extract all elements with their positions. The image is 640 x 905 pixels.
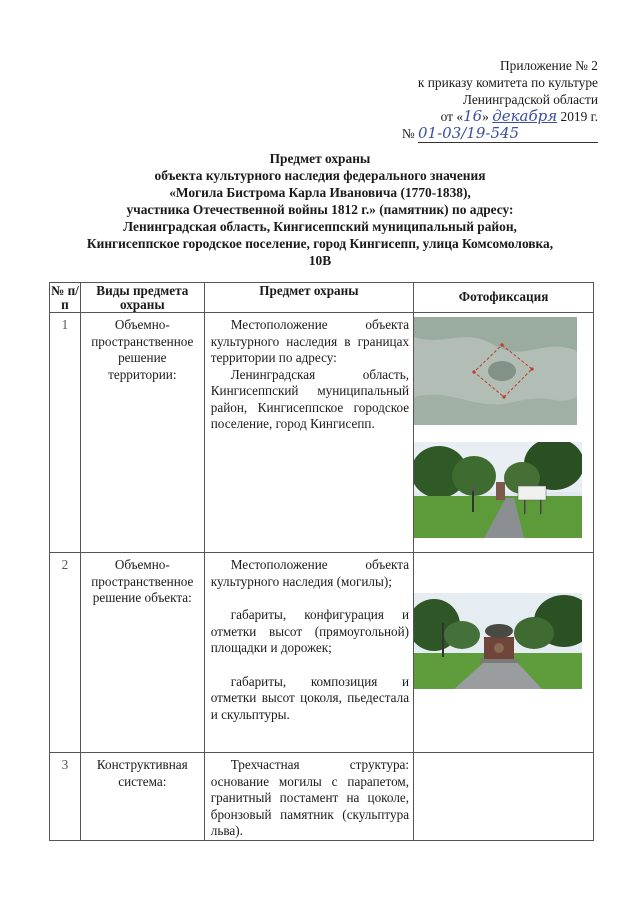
row-photos: [414, 753, 594, 841]
row-num: 2: [50, 553, 81, 753]
header-subject: Предмет охраны: [204, 283, 413, 313]
protection-table: [49, 282, 594, 841]
table-row: [50, 313, 594, 553]
order-number: 01-03/19-545: [418, 125, 598, 143]
title-line-6: Кингисеппское городское поселение, город Кингисепп, улица Комсомоловка,: [86, 236, 554, 251]
row-kind: Объемно-пространственное решение объекта:: [80, 553, 204, 753]
lion-monument-photo-icon: [414, 593, 582, 689]
appendix-order: к приказу комитета по культуре: [417, 75, 598, 90]
table-row: [50, 753, 594, 841]
appendix-header: [402, 57, 598, 143]
title-line-1: Предмет охраны: [269, 151, 371, 166]
row-kind: Конструктивная система:: [80, 753, 204, 841]
date-month: декабря: [492, 107, 558, 125]
title-line-7: 10В: [308, 253, 332, 268]
title-line-5: Ленинградская область, Кингисеппский муниципальный район,: [123, 219, 517, 234]
appendix-number: № 01-03/19-545: [402, 125, 598, 143]
header-kind: Виды предмета охраны: [80, 283, 204, 313]
row-subject: Местоположение объекта культурного наследия (могилы); габариты, конфигурация и отметки высот (прямоугольной) площадки и дорожек; габариты, композиция и отметки высот цоколя, пьедестала и скульптуры.: [204, 553, 413, 753]
row-num: 3: [50, 753, 81, 841]
header-num: № п/п: [51, 283, 79, 312]
title-line-3: «Могила Бистрома Карла Ивановича (1770-1838),: [169, 185, 471, 200]
row-kind: Объемно-пространственное решение территории:: [80, 313, 204, 553]
table-row: [50, 553, 594, 753]
appendix-date: от «16» декабря 2019 г.: [440, 107, 598, 125]
table-header-row: [50, 283, 594, 313]
row-subject: Трехчастная структура: основание могилы с парапетом, гранитный постамент на цоколе, бронзовый памятник (скульптура льва).: [204, 753, 413, 841]
row-num: 1: [50, 313, 81, 553]
appendix-title: Приложение № 2: [499, 58, 598, 73]
document-title: [40, 150, 600, 269]
monument-park-photo-icon: [414, 442, 582, 538]
row-photos: [414, 313, 594, 553]
header-photo: Фотофиксация: [414, 283, 594, 313]
title-line-2: объекта культурного наследия федерального значения: [154, 168, 486, 183]
aerial-map-photo-icon: [414, 317, 577, 425]
row-photos: [414, 553, 594, 753]
title-line-4: участника Отечественной войны 1812 г.» (памятник) по адресу:: [126, 202, 514, 217]
row-subject: Местоположение объекта культурного наследия в границах территории по адресу: Ленинградская область, Кингисеппский муниципальный район, Кингисеппское городское поселение, город Кингисепп.: [204, 313, 413, 553]
date-day: 16: [463, 107, 483, 125]
appendix-region: Ленинградской области: [462, 92, 598, 107]
